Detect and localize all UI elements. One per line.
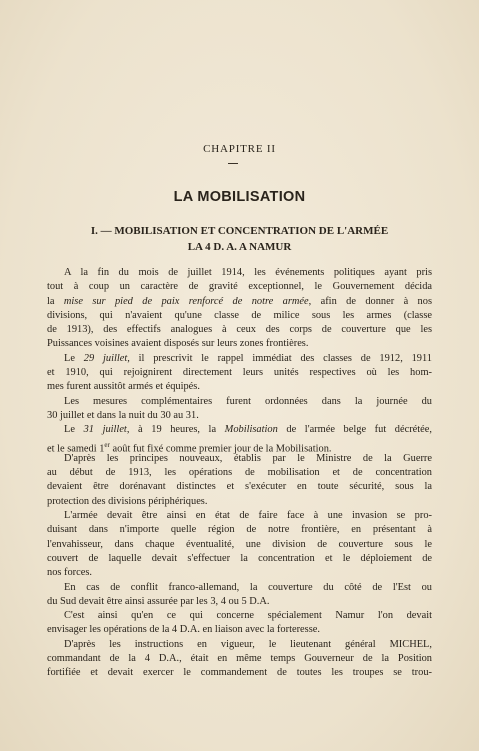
chapter-heading: CHAPITRE II [203, 143, 276, 155]
text-line: de 1913), des effectifs analogues à ceux des corps de couverture que les [47, 324, 432, 336]
text-line: la mise sur pied de paix renforcé de notre armée, afin de donner à nos [47, 295, 432, 307]
text-line: C'est ainsi qu'en ce qui concerne spécialement Namur l'on devait [64, 610, 432, 622]
text-line: En cas de conflit franco-allemand, la couverture du côté de l'Est ou [64, 581, 432, 593]
section-heading-line-1: I. — MOBILISATION ET CONCENTRATION DE L'ARMÉE [90, 225, 389, 237]
text-line: Les mesures complémentaires furent ordonnées dans la journée du [64, 395, 432, 407]
text-line: divisions, qui n'avaient qu'une classe de milice sous les armes (classe [47, 309, 432, 321]
text-line: Le 29 juillet, il prescrivit le rappel immédiat des classes de 1912, 1911 [64, 352, 432, 364]
text-line: tout à coup un caractère de gravité exceptionnel, le Gouvernement décida [47, 281, 432, 293]
text-line: protection des divisions périphériques. [47, 495, 208, 507]
text-line: mes furent aussitôt armés et équipés. [47, 381, 200, 393]
text-line: A la fin du mois de juillet 1914, les événements politiques ayant pris [64, 267, 432, 278]
section-heading [62, 223, 417, 255]
text-line: au début de 1913, les opérations de mobilisation et de concentration [47, 467, 432, 479]
text-line: envisager les opérations de la 4 D.A. en liaison avec la forteresse. [47, 624, 320, 636]
text-line: D'après les instructions en vigueur, le lieutenant général MICHEL, [64, 638, 432, 650]
text-line: duisant dans n'importe quelle région de notre frontière, en présentant à [47, 524, 432, 536]
text-line: Puissances voisines avaient disposés sur leurs zones frontières. [47, 338, 309, 350]
text-line: 30 juillet et dans la nuit du 30 au 31. [47, 409, 199, 421]
section-heading-line-2: LA 4 D. A. A NAMUR [187, 241, 292, 253]
text-line: et le samedi 1er août fut fixé comme premier jour de la Mobilisation. [47, 440, 332, 455]
text-line: L'armée devait être ainsi en état de faire face à une invasion se pro- [64, 510, 432, 522]
chapter-separator [228, 163, 238, 164]
text-line: du Sud devait être ainsi assurée par les 3, 4 ou 5 D.A. [47, 595, 270, 607]
text-line: commandant de la 4 D.A., était en même temps Gouverneur de la Position [47, 653, 432, 665]
text-line: couvert de laquelle devait s'effectuer la concentration et le déploiement de [47, 552, 432, 564]
text-line: l'envahisseur, dans chaque éventualité, une division de couverture sous le [47, 538, 432, 550]
text-line: D'après les principes nouveaux, établis par le Ministre de la Guerre [64, 452, 432, 464]
chapter-title: LA MOBILISATION [173, 189, 306, 205]
text-line: nos forces. [47, 567, 93, 579]
text-line: devaient être dorénavant distinctes et s'exécuter en toute sécurité, sous la [47, 481, 432, 493]
body-text [47, 266, 432, 681]
text-line: Le 31 juillet, à 19 heures, la Mobilisation de l'armée belge fut décrétée, [64, 424, 433, 436]
text-line: et 1910, qui rejoignirent directement leurs unités respectives où les hom- [47, 367, 432, 379]
text-line: fortifiée et devait exercer le commandement de toutes les troupes se trou- [47, 667, 432, 679]
